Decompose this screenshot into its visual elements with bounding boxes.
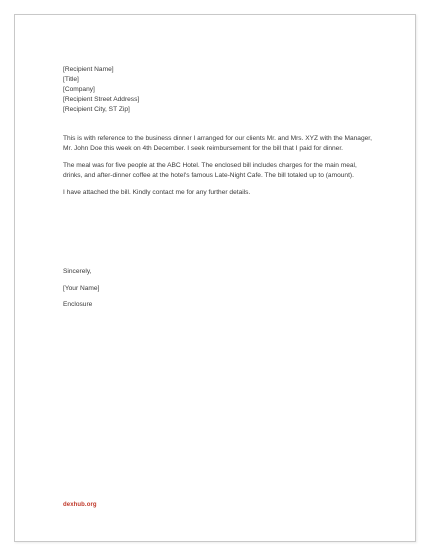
letter-body <box>63 134 375 206</box>
body-paragraph-1: This is with reference to the business dinner I arranged for our clients Mr. and Mrs. XYZ with the Manager, Mr. John Doe this week on 4th December. I seek reimbursement for the bill that I paid for dinner. <box>63 135 372 152</box>
recipient-title: [Title] <box>63 76 79 83</box>
recipient-street: [Recipient Street Address] <box>63 96 140 103</box>
recipient-company: [Company] <box>63 86 95 93</box>
recipient-address-block <box>63 65 139 115</box>
letter-page <box>14 14 416 542</box>
recipient-name: [Recipient Name] <box>63 66 114 73</box>
enclosure-note: Enclosure <box>63 301 93 308</box>
watermark-text: dexhub.org <box>63 502 97 508</box>
signature-name: [Your Name] <box>63 284 100 292</box>
body-paragraph-2: The meal was for five people at the ABC Hotel. The enclosed bill includes charges for the main meal, drinks, and after-dinner coffee at the hotel's famous Late-Night Cafe. The bill totaled up to (amount). <box>63 162 357 179</box>
closing-block <box>63 267 99 317</box>
recipient-city: [Recipient City, ST Zip] <box>63 106 130 113</box>
closing-salutation: Sincerely, <box>63 268 92 275</box>
body-paragraph-3: I have attached the bill. Kindly contact me for any further details. <box>63 189 251 196</box>
